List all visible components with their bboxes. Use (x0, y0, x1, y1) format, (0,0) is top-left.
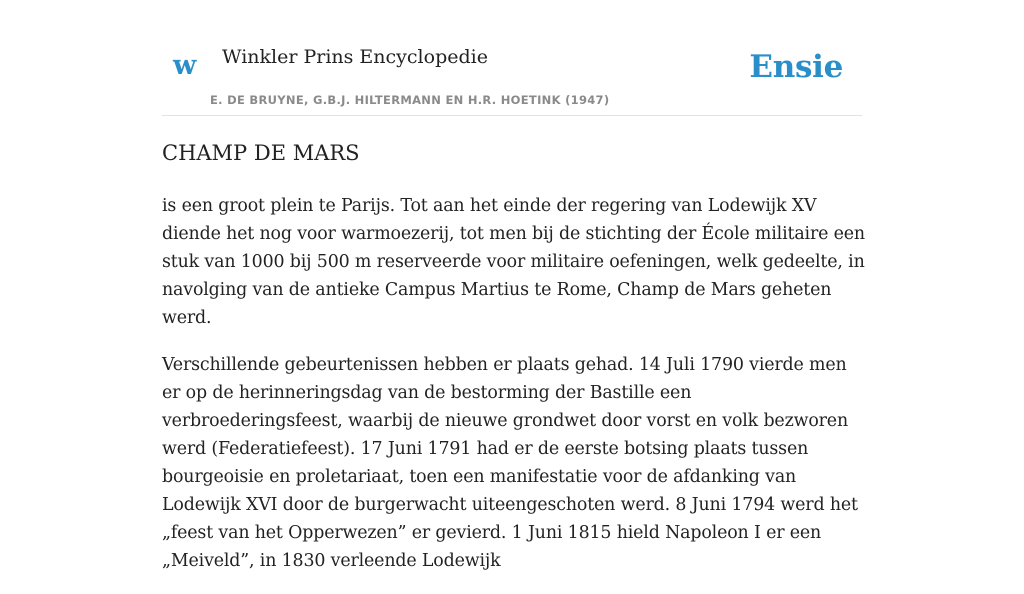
ensie-logo[interactable]: Ensie (749, 49, 843, 85)
publication-title[interactable]: Winkler Prins Encyclopedie (222, 46, 488, 68)
content-container (162, 0, 865, 571)
article-paragraph: is een groot plein te Parijs. Tot aan het einde der regering van Lodewijk XV diende het nog voor warmoezerij, tot men bij de stichting der École militaire een stuk van 1000 bij 500 m reserveerde voor militaire oefeningen, welk gedeelte, in navolging van de antieke Campus Martius te Rome, Champ de Mars geheten werd. (162, 196, 865, 328)
site-header (162, 0, 862, 116)
article-paragraph: Verschillende gebeurtenissen hebben er plaats gehad. 14 Juli 1790 vierde men er op de herinneringsdag van de bestorming der Bastille een verbroederingsfeest, waarbij de nieuwe grondwet door vorst en volk bezworen werd (Federatiefeest). 17 Juni 1791 had er de eerste botsing plaats tussen bourgeoisie en proletariaat, toen een manifestatie voor de afdanking van Lodewijk XVI door de burgerwacht uiteengeschoten werd. 8 Juni 1794 werd het „feest van het Opperwezen” er gevierd. 1 Juni 1815 hield Napoleon I er een „Meiveld”, in 1830 verleende Lodewijk (162, 355, 858, 571)
winkler-prins-logo-icon[interactable]: w (173, 50, 197, 81)
article-title: CHAMP DE MARS (162, 141, 360, 165)
publication-authors: E. DE BRUYNE, G.B.J. HILTERMANN EN H.R. HOETINK (1947) (210, 93, 610, 107)
article-body (162, 192, 867, 594)
